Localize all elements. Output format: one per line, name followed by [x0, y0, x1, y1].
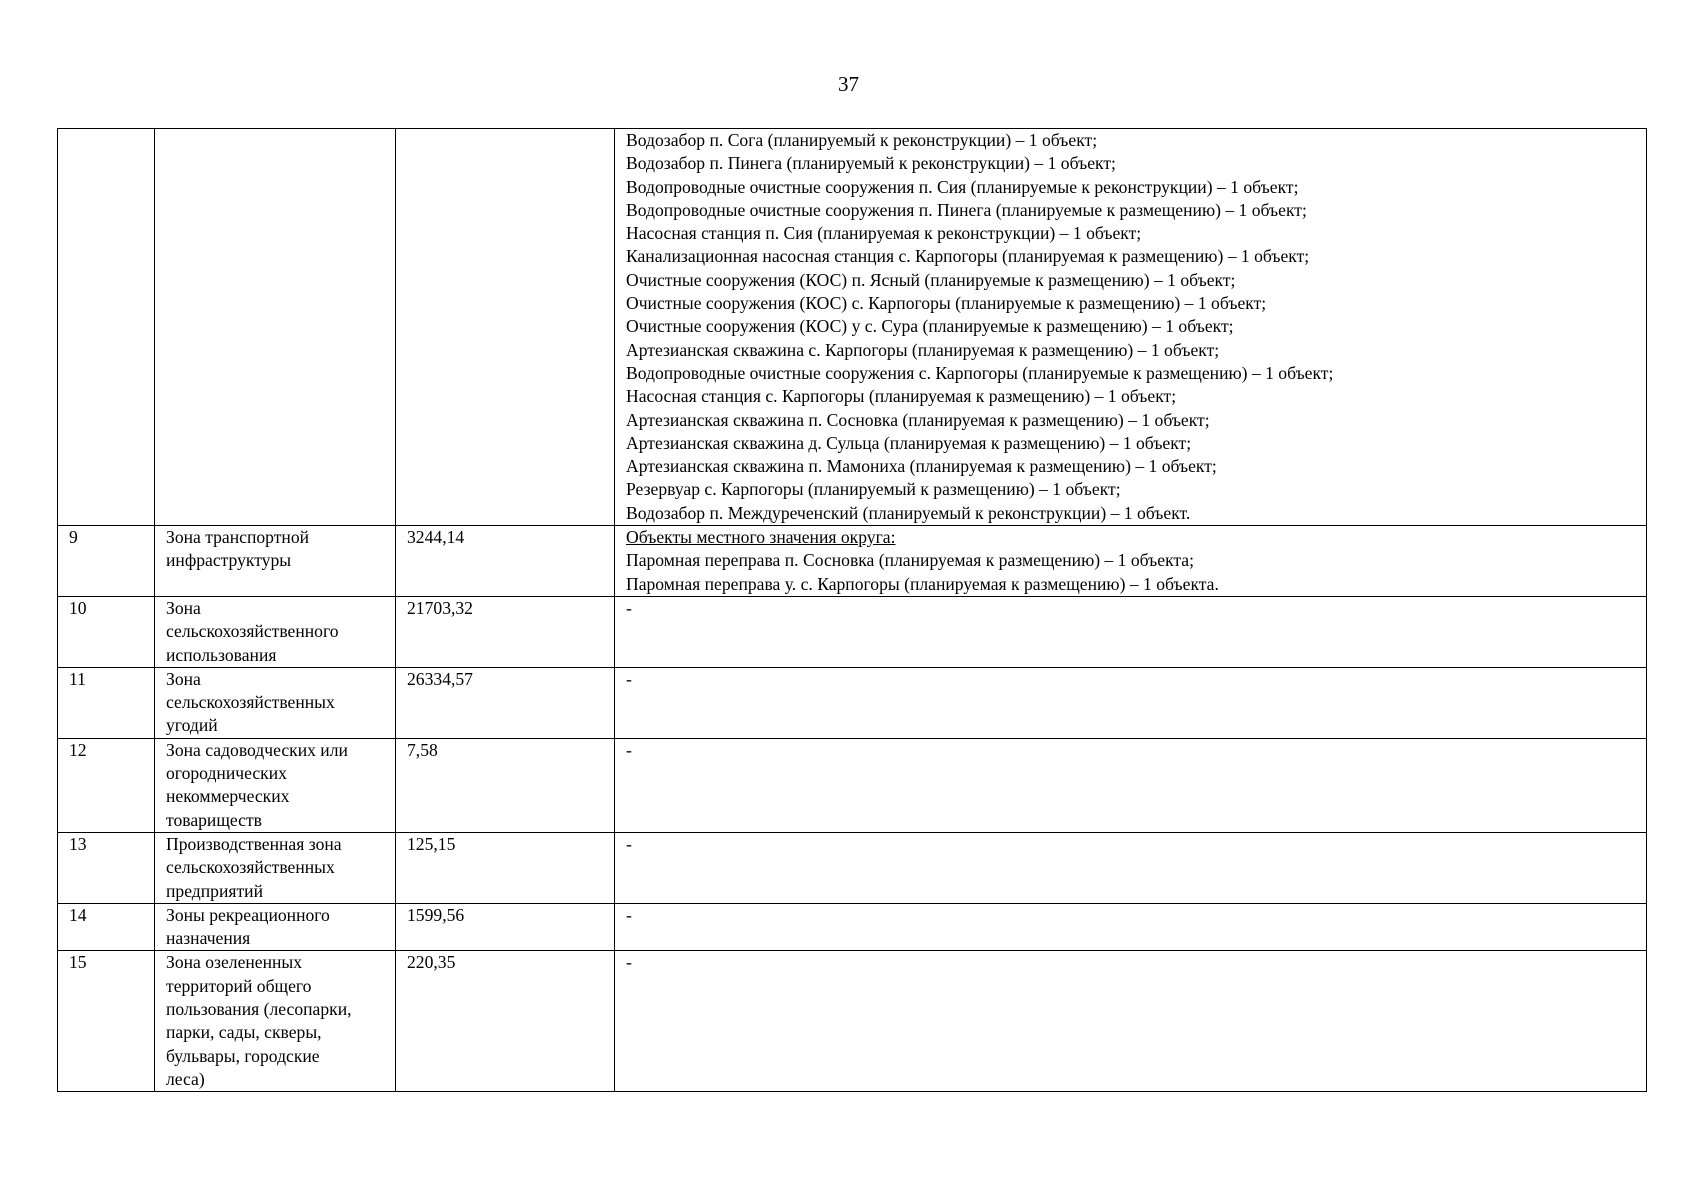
table-row: [58, 951, 1647, 1092]
table-row: [58, 903, 1647, 951]
zone-name-line: огороднических: [166, 763, 287, 784]
num-cell: 10: [58, 596, 155, 667]
object-line: Водопроводные очистные сооружения с. Карпогоры (планируемые к размещению) – 1 объект;: [626, 362, 1334, 383]
zone-name-line: территорий общего: [166, 975, 312, 996]
num-cell: 13: [58, 832, 155, 903]
table-row-continuation: [58, 129, 1647, 526]
zone-cell: [155, 596, 396, 667]
zone-name-line: Зона: [166, 668, 201, 689]
zone-name-line: Зона транспортной: [166, 527, 310, 548]
object-line: Очистные сооружения (КОС) у с. Сура (планируемые к размещению) – 1 объект;: [626, 316, 1234, 337]
object-line: Водопроводные очистные сооружения п. Пинега (планируемые к размещению) – 1 объект;: [626, 199, 1307, 220]
table-row: [58, 832, 1647, 903]
area-cell: 125,15: [396, 832, 615, 903]
area-cell: 3244,14: [396, 526, 615, 597]
num-cell: 11: [58, 667, 155, 738]
area-cell: 21703,32: [396, 596, 615, 667]
zones-table: [57, 128, 1647, 1092]
num-cell: 12: [58, 738, 155, 832]
area-cell: 7,58: [396, 738, 615, 832]
table-row: [58, 526, 1647, 597]
zone-name-line: использования: [166, 644, 277, 665]
object-line: Водопроводные очистные сооружения п. Сия (планируемые к реконструкции) – 1 объект;: [626, 176, 1299, 197]
object-line: Паромная переправа п. Сосновка (планируемая к размещению) – 1 объекта;: [626, 550, 1195, 571]
objects-cell: [615, 129, 1647, 526]
zone-name-line: бульвары, городские: [166, 1045, 320, 1066]
zone-name-line: леса): [166, 1068, 205, 1089]
table-row: [58, 667, 1647, 738]
zone-cell: [155, 129, 396, 526]
zone-name-line: сельскохозяйственного: [166, 621, 339, 642]
area-cell: [396, 129, 615, 526]
objects-cell: -: [615, 951, 1647, 1092]
objects-cell: -: [615, 832, 1647, 903]
object-line: Насосная станция с. Карпогоры (планируемая к размещению) – 1 объект;: [626, 386, 1177, 407]
zone-name-line: Зона озелененных: [166, 952, 303, 973]
zone-cell: [155, 903, 396, 951]
zone-name-line: угодий: [166, 715, 218, 736]
zone-cell: [155, 526, 396, 597]
zone-name-line: Зона садоводческих или: [166, 739, 348, 760]
object-line: Артезианская скважина п. Мамониха (планируемая к размещению) – 1 объект;: [626, 456, 1217, 477]
objects-cell: [615, 526, 1647, 597]
page-number: 37: [838, 72, 859, 96]
object-line: Паромная переправа у. с. Карпогоры (планируемая к размещению) – 1 объекта.: [626, 573, 1219, 594]
zone-cell: [155, 738, 396, 832]
zone-name-line: предприятий: [166, 880, 263, 901]
zone-name-line: парки, сады, скверы,: [166, 1022, 322, 1043]
object-line: Канализационная насосная станция с. Карпогоры (планируемая к размещению) – 1 объект;: [626, 246, 1310, 267]
zone-name-line: пользования (лесопарки,: [166, 998, 352, 1019]
num-cell: [58, 129, 155, 526]
zone-name-line: Зона: [166, 597, 201, 618]
num-cell: 9: [58, 526, 155, 597]
object-line: Артезианская скважина с. Карпогоры (планируемая к размещению) – 1 объект;: [626, 339, 1220, 360]
table-row: [58, 596, 1647, 667]
area-cell: 26334,57: [396, 667, 615, 738]
zone-cell: [155, 832, 396, 903]
objects-heading: Объекты местного значения округа:: [626, 527, 896, 548]
area-cell: 220,35: [396, 951, 615, 1092]
object-line: Очистные сооружения (КОС) п. Ясный (планируемые к размещению) – 1 объект;: [626, 269, 1236, 290]
objects-cell: -: [615, 667, 1647, 738]
object-line: Артезианская скважина п. Сосновка (планируемая к размещению) – 1 объект;: [626, 409, 1210, 430]
zone-name-line: инфраструктуры: [166, 550, 292, 571]
zone-name-line: Производственная зона: [166, 833, 342, 854]
zone-name-line: Зоны рекреационного: [166, 904, 330, 925]
object-line: Водозабор п. Пинега (планируемый к реконструкции) – 1 объект;: [626, 153, 1116, 174]
object-line: Артезианская скважина д. Сульца (планируемая к размещению) – 1 объект;: [626, 432, 1192, 453]
num-cell: 15: [58, 951, 155, 1092]
table-row: [58, 738, 1647, 832]
zone-name-line: товариществ: [166, 809, 262, 830]
zone-name-line: сельскохозяйственных: [166, 857, 335, 878]
objects-cell: -: [615, 596, 1647, 667]
zone-cell: [155, 951, 396, 1092]
zone-name-line: назначения: [166, 928, 251, 949]
num-cell: 14: [58, 903, 155, 951]
zone-name-line: сельскохозяйственных: [166, 692, 335, 713]
object-line: Водозабор п. Междуреченский (планируемый к реконструкции) – 1 объект.: [626, 502, 1191, 523]
zone-name-line: некоммерческих: [166, 786, 290, 807]
area-cell: 1599,56: [396, 903, 615, 951]
object-line: Резервуар с. Карпогоры (планируемый к размещению) – 1 объект;: [626, 479, 1121, 500]
zone-cell: [155, 667, 396, 738]
object-line: Водозабор п. Сога (планируемый к реконструкции) – 1 объект;: [626, 130, 1098, 150]
objects-cell: -: [615, 738, 1647, 832]
object-line: Очистные сооружения (КОС) с. Карпогоры (планируемые к размещению) – 1 объект;: [626, 293, 1267, 314]
objects-cell: -: [615, 903, 1647, 951]
object-line: Насосная станция п. Сия (планируемая к реконструкции) – 1 объект;: [626, 223, 1142, 244]
